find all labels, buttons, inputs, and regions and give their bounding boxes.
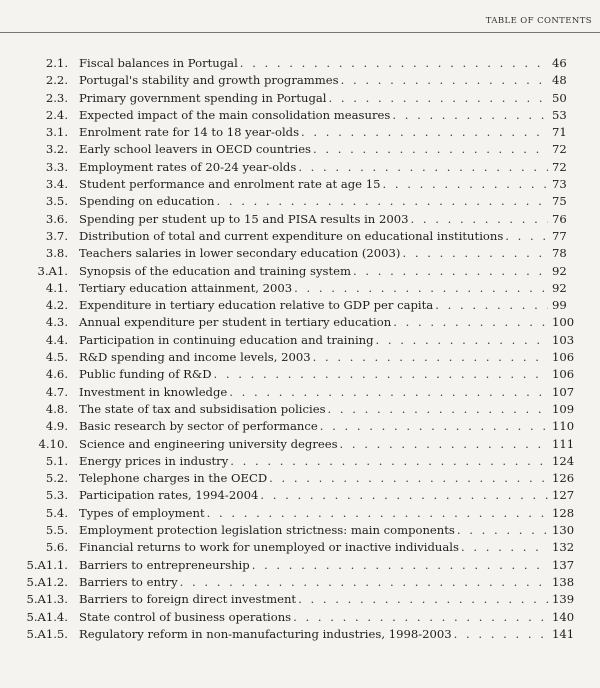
toc-entry[interactable] [0, 211, 600, 228]
entry-title: Teachers salaries in lower secondary education (2003) [79, 246, 401, 261]
entry-number: 2.1. [45, 56, 68, 70]
dot-leader [376, 332, 548, 349]
toc-entry[interactable] [0, 401, 600, 418]
entry-title-line [79, 539, 550, 556]
entry-title: Synopsis of the education and training system [79, 263, 351, 278]
entry-number: 4.8. [45, 401, 68, 416]
entry-title: The state of tax and subsidisation policies [79, 401, 326, 416]
entry-title-line [79, 401, 550, 418]
entry-title-line [79, 159, 550, 176]
toc-entry[interactable] [0, 72, 600, 89]
dot-leader [252, 557, 548, 574]
entry-page-number: 110 [552, 419, 575, 434]
entry-title-line [79, 626, 550, 643]
entry-number: 3.3. [45, 159, 68, 174]
entry-page-number: 103 [552, 332, 575, 347]
entry-page-number: 53 [552, 107, 567, 122]
entry-title: Spending per student up to 15 and PISA results in 2003 [79, 211, 409, 226]
entry-title-line [79, 470, 550, 487]
entry-title: Types of employment [79, 505, 205, 520]
entry-page-number: 137 [552, 557, 575, 572]
dot-leader [353, 263, 548, 280]
dot-leader [328, 401, 548, 418]
entry-page-number: 72 [552, 142, 567, 157]
entry-title: Barriers to entry [79, 574, 178, 589]
entry-page-number: 126 [552, 471, 575, 486]
dot-leader [435, 297, 548, 314]
entry-number: 5.A1.3. [26, 592, 68, 607]
entry-number: 4.3. [45, 315, 68, 330]
entry-title-line [79, 124, 550, 141]
entry-title-line [79, 90, 550, 107]
entry-page-number: 138 [552, 574, 575, 589]
toc-entry[interactable] [0, 176, 600, 193]
entry-title-line [79, 176, 550, 193]
entry-page-number: 72 [552, 159, 567, 174]
entry-number: 5.A1.4. [26, 609, 68, 624]
entry-title-line [79, 280, 550, 297]
entry-title-line [79, 487, 550, 504]
dot-leader [180, 574, 548, 591]
entry-title: Investment in knowledge [79, 384, 228, 399]
entry-title: R&D spending and income levels, 2003 [79, 350, 311, 365]
entry-number: 5.2. [45, 471, 68, 486]
entry-title: Fiscal balances in Portugal [79, 56, 238, 70]
dot-leader [329, 90, 548, 107]
entry-number: 3.7. [45, 228, 68, 243]
toc-entry[interactable] [0, 124, 600, 141]
dot-leader [294, 280, 548, 297]
entry-title-line [79, 72, 550, 89]
entry-page-number: 109 [552, 401, 575, 416]
entry-title: Expenditure in tertiary education relative to GDP per capita [79, 298, 434, 313]
entry-title-line [79, 193, 550, 210]
toc-entry[interactable] [0, 193, 600, 210]
entry-title: Regulatory reform in non-manufacturing industries, 1998-2003 [79, 626, 452, 641]
entry-title: Spending on education [79, 194, 215, 209]
entry-number: 3.A1. [37, 263, 68, 278]
entry-page-number: 111 [552, 436, 575, 451]
toc-entry[interactable] [0, 280, 600, 297]
entry-page-number: 132 [552, 540, 575, 555]
toc-entry[interactable] [0, 159, 600, 176]
toc-entry[interactable] [0, 505, 600, 522]
entry-title-line [79, 245, 550, 262]
entry-number: 4.1. [45, 280, 68, 295]
entry-number: 4.5. [45, 350, 68, 365]
entry-title: Barriers to foreign direct investment [79, 592, 297, 607]
entry-title-line [79, 591, 550, 608]
entry-page-number: 50 [552, 90, 567, 105]
entry-page-number: 124 [552, 453, 575, 468]
entry-title: Telephone charges in the OECD [79, 471, 268, 486]
entry-title: Employment rates of 20-24 year-olds [79, 159, 297, 174]
entry-page-number: 128 [552, 505, 575, 520]
toc-entry[interactable] [0, 453, 600, 470]
dot-leader [293, 609, 548, 626]
entry-title-line [79, 107, 550, 124]
entry-title: Primary government spending in Portugal [79, 90, 327, 105]
toc-entry[interactable] [0, 263, 600, 280]
dot-leader [301, 124, 548, 141]
entry-page-number: 140 [552, 609, 575, 624]
dot-leader [402, 245, 548, 262]
entry-title: Expected impact of the main consolidation measures [79, 107, 391, 122]
entry-title: Basic research by sector of performance [79, 419, 318, 434]
entry-title-line [79, 418, 550, 435]
entry-page-number: 100 [552, 315, 575, 330]
entry-number: 3.6. [45, 211, 68, 226]
toc-entry[interactable] [0, 591, 600, 608]
toc-entry[interactable] [0, 539, 600, 556]
entry-title-line [79, 211, 550, 228]
toc-entry[interactable] [0, 609, 600, 626]
entry-title: Early school leavers in OECD countries [79, 142, 311, 157]
entry-number: 4.7. [45, 384, 68, 399]
entry-page-number: 130 [552, 523, 575, 538]
dot-leader [382, 176, 548, 193]
entry-title: Barriers to entrepreneurship [79, 557, 250, 572]
entry-title: Public funding of R&D [79, 367, 212, 382]
entry-number: 5.5. [45, 523, 68, 538]
entry-page-number: 78 [552, 246, 567, 261]
entry-number: 4.6. [45, 367, 68, 382]
toc-entry[interactable] [0, 314, 600, 331]
toc-entry[interactable] [0, 90, 600, 107]
entry-title: Student performance and enrolment rate at age 15 [79, 177, 381, 192]
toc-entry[interactable] [0, 418, 600, 435]
entry-page-number: 92 [552, 280, 567, 295]
dot-leader [217, 193, 549, 210]
dot-leader [410, 211, 548, 228]
dot-leader [298, 159, 548, 176]
dot-leader [454, 626, 548, 643]
toc-entry[interactable] [0, 574, 600, 591]
dot-leader [298, 591, 548, 608]
entry-number: 3.2. [45, 142, 68, 157]
entry-number: 5.1. [45, 453, 68, 468]
entry-page-number: 73 [552, 177, 567, 192]
entry-title-line [79, 384, 550, 401]
entry-title-line [79, 228, 550, 245]
dot-leader [313, 349, 548, 366]
entry-page-number: 107 [552, 384, 575, 399]
entry-page-number: 99 [552, 298, 567, 313]
entry-page-number: 48 [552, 73, 567, 88]
entry-number: 5.3. [45, 488, 68, 503]
toc-entry[interactable] [0, 470, 600, 487]
toc-entry[interactable] [0, 436, 600, 453]
entry-number: 4.10. [38, 436, 68, 451]
entry-title: Participation in continuing education and training [79, 332, 374, 347]
entry-title-line [79, 557, 550, 574]
entry-title: Portugal's stability and growth programmes [79, 73, 339, 88]
entry-number: 4.9. [45, 419, 68, 434]
dot-leader [320, 418, 548, 435]
entry-page-number: 106 [552, 367, 575, 382]
toc-entry[interactable] [0, 245, 600, 262]
toc-entry[interactable] [0, 228, 600, 245]
entry-title-line [79, 453, 550, 470]
dot-leader [207, 505, 548, 522]
entry-page-number: 75 [552, 194, 567, 209]
dot-leader [229, 384, 548, 401]
entry-title: Enrolment rate for 14 to 18 year-olds [79, 125, 300, 140]
entry-title-line [79, 141, 550, 158]
entry-number: 3.4. [45, 177, 68, 192]
entry-page-number: 139 [552, 592, 575, 607]
toc-entry[interactable] [0, 384, 600, 401]
entry-page-number: 71 [552, 125, 567, 140]
entry-number: 4.2. [45, 298, 68, 313]
dot-leader [392, 107, 548, 124]
dot-leader [457, 522, 548, 539]
dot-leader [341, 72, 548, 89]
entry-title-line [79, 609, 550, 626]
entry-title: Annual expenditure per student in tertiary education [79, 315, 392, 330]
entry-page-number: 141 [552, 626, 575, 641]
entry-page-number: 76 [552, 211, 567, 226]
entry-page-number: 77 [552, 228, 567, 243]
entry-number: 2.2. [45, 73, 68, 88]
toc-entry[interactable] [0, 366, 600, 383]
toc-list [0, 55, 600, 643]
entry-number: 5.4. [45, 505, 68, 520]
entry-page-number: 92 [552, 263, 567, 278]
entry-title-line [79, 366, 550, 383]
dot-leader [340, 436, 548, 453]
entry-title-line [79, 505, 550, 522]
entry-title: State control of business operations [79, 609, 292, 624]
entry-number: 3.8. [45, 246, 68, 261]
toc-entry[interactable] [0, 557, 600, 574]
toc-entry[interactable] [0, 332, 600, 349]
entry-title-line [79, 574, 550, 591]
toc-entry[interactable] [0, 522, 600, 539]
entry-number: 2.4. [45, 107, 68, 122]
entry-title: Participation rates, 1994-2004 [79, 488, 259, 503]
running-header: TABLE OF CONTENTS [485, 16, 592, 26]
entry-title-line [79, 314, 550, 331]
entry-page-number: 127 [552, 488, 575, 503]
entry-title-line [79, 522, 550, 539]
entry-title: Financial returns to work for unemployed or inactive individuals [79, 540, 459, 555]
entry-number: 5.A1.5. [26, 626, 68, 641]
entry-number: 5.A1.2. [26, 574, 68, 589]
header-rule [0, 32, 600, 33]
entry-title-line [79, 297, 550, 314]
dot-leader [313, 141, 548, 158]
dot-leader [230, 453, 548, 470]
entry-number: 5.6. [45, 540, 68, 555]
entry-title-line [79, 332, 550, 349]
entry-number: 2.3. [45, 90, 68, 105]
dot-leader [461, 539, 548, 556]
toc-entry[interactable] [0, 107, 600, 124]
entry-title-line [79, 263, 550, 280]
toc-entry[interactable] [0, 55, 600, 72]
toc-entry[interactable] [0, 349, 600, 366]
dot-leader [240, 55, 548, 72]
toc-entry[interactable] [0, 141, 600, 158]
entry-page-number: 106 [552, 350, 575, 365]
entry-title: Energy prices in industry [79, 453, 229, 468]
entry-number: 4.4. [45, 332, 68, 347]
dot-leader [214, 366, 548, 383]
toc-entry[interactable] [0, 297, 600, 314]
entry-title: Employment protection legislation strictness: main components [79, 523, 455, 538]
entry-title-line [79, 436, 550, 453]
toc-entry[interactable] [0, 626, 600, 643]
entry-number: 5.A1.1. [26, 557, 68, 572]
entry-title-line [79, 55, 550, 72]
entry-title: Tertiary education attainment, 2003 [79, 280, 293, 295]
entry-number: 3.1. [45, 125, 68, 140]
dot-leader [505, 228, 548, 245]
entry-title-line [79, 349, 550, 366]
dot-leader [260, 487, 548, 504]
entry-title: Science and engineering university degrees [79, 436, 338, 451]
entry-title: Distribution of total and current expenditure on educational institutions [79, 228, 504, 243]
entry-page-number: 46 [552, 56, 567, 70]
dot-leader [269, 470, 548, 487]
entry-number: 3.5. [45, 194, 68, 209]
dot-leader [393, 314, 548, 331]
toc-entry[interactable] [0, 487, 600, 504]
